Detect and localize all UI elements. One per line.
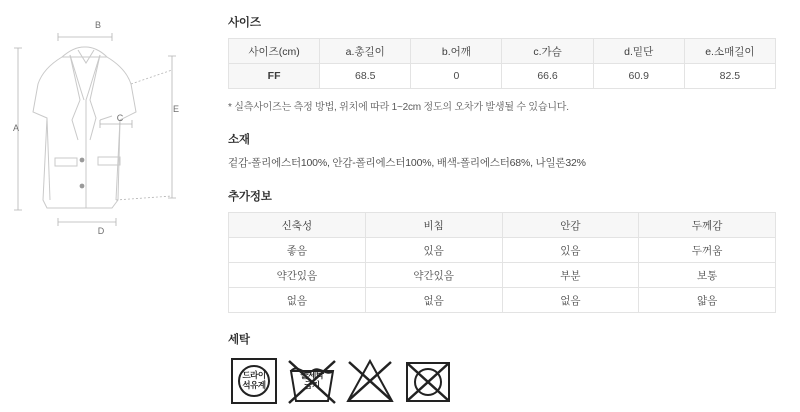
extra-lining-3: 없음: [502, 288, 639, 313]
table-row: [229, 64, 776, 89]
extra-seethrough-3: 없음: [365, 288, 502, 313]
size-value-sleeve: 82.5: [684, 64, 775, 89]
extra-col-stretch: 신축성: [229, 213, 366, 238]
no-machine-wash-icon: [286, 355, 338, 407]
extra-seethrough-2: 약간있음: [365, 263, 502, 288]
extra-table-header-row: [229, 213, 776, 238]
table-row: [229, 288, 776, 313]
size-section-title: 사이즈: [228, 17, 261, 29]
dimension-label-a: A: [12, 123, 20, 133]
no-machine-wash-label: 물세탁 금지: [300, 370, 324, 390]
extra-stretch-2: 약간있음: [229, 263, 366, 288]
size-col-shoulder: b.어깨: [411, 39, 502, 64]
size-col-sleeve: e.소매길이: [684, 39, 775, 64]
extra-stretch-3: 없음: [229, 288, 366, 313]
extra-col-lining: 안감: [502, 213, 639, 238]
size-value-total-length: 68.5: [320, 64, 411, 89]
dimension-label-c: C: [116, 113, 124, 123]
extra-section-title: 추가정보: [228, 191, 272, 203]
extra-stretch-1: 좋음: [229, 238, 366, 263]
size-table: [228, 38, 776, 89]
garment-measurement-illustration: [0, 0, 215, 407]
size-value-hem: 60.9: [593, 64, 684, 89]
size-value-shoulder: 0: [411, 64, 502, 89]
size-col-chest: c.가슴: [502, 39, 593, 64]
no-bleach-icon: [344, 355, 396, 407]
size-row-name: FF: [229, 64, 320, 89]
wash-section-title: 세탁: [228, 334, 250, 346]
table-row: [229, 263, 776, 288]
extra-thickness-2: 보통: [639, 263, 776, 288]
spec-content: [228, 14, 776, 407]
extra-lining-1: 있음: [502, 238, 639, 263]
dry-clean-label: 드라이 석유계: [242, 370, 266, 390]
size-col-total-length: a.총길이: [320, 39, 411, 64]
extra-thickness-1: 두꺼움: [639, 238, 776, 263]
dry-clean-icon: [228, 355, 280, 407]
material-section-title: 소재: [228, 134, 250, 146]
size-value-chest: 66.6: [502, 64, 593, 89]
extra-info-table: [228, 212, 776, 313]
extra-lining-2: 부분: [502, 263, 639, 288]
extra-col-thickness: 두께감: [639, 213, 776, 238]
no-tumble-dry-icon: [402, 355, 454, 407]
size-table-header-row: [229, 39, 776, 64]
dimension-label-d: D: [97, 226, 105, 236]
size-col-hem: d.밑단: [593, 39, 684, 64]
extra-thickness-3: 얇음: [639, 288, 776, 313]
size-note: * 실측사이즈는 측정 방법, 위치에 따라 1~2cm 정도의 오차가 발생될 수 있습니다.: [228, 102, 569, 113]
extra-col-seethrough: 비침: [365, 213, 502, 238]
dimension-label-b: B: [94, 20, 102, 30]
extra-seethrough-1: 있음: [365, 238, 502, 263]
dimension-label-e: E: [172, 104, 180, 114]
wash-care-icon-row: [228, 355, 776, 407]
material-text: 겉감-폴리에스터100%, 안감-폴리에스터100%, 배색-폴리에스터68%, 나일론32%: [228, 157, 586, 169]
size-col-label: 사이즈(cm): [229, 39, 320, 64]
table-row: [229, 238, 776, 263]
